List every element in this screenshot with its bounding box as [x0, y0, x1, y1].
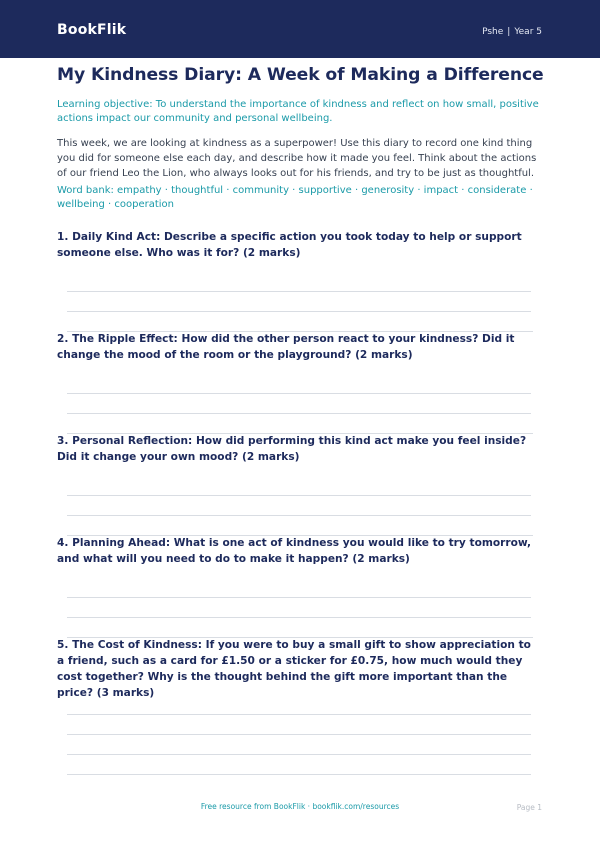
question-5: [57, 637, 535, 701]
question-4-text: 4. Planning Ahead: What is one act of kindness you would like to try tomorrow, and what will you need to do to make it happen? (2 marks): [57, 537, 532, 565]
page-number: Page 1: [516, 803, 542, 812]
question-1-text: 1. Daily Kind Act: Describe a specific action you took today to help or support someone else. Who was it for? (2 marks): [57, 231, 522, 259]
footer-text: Free resource from BookFlik · bookflik.com/resources: [200, 802, 400, 811]
header-meta: [482, 27, 542, 37]
year-label: Year 5: [514, 27, 542, 37]
answer-line[interactable]: [67, 754, 531, 755]
intro-paragraph: This week, we are looking at kindness as a superpower! Use this diary to record one kind thing you did for someone else each day, and describe how it made you feel. Think about the actions of our friend Leo the Lion, who always looks out for his friends, and try to be just as thoughtful.: [57, 138, 537, 179]
answer-line[interactable]: [67, 413, 531, 414]
question-3-text: 3. Personal Reflection: How did performing this kind act make you feel inside? Did it change your own mood? (2 marks): [57, 435, 527, 463]
answer-line[interactable]: [67, 597, 531, 598]
answer-line[interactable]: [67, 774, 531, 775]
meta-separator: |: [507, 27, 511, 37]
question-2-text: 2. The Ripple Effect: How did the other person react to your kindness? Did it change the mood of the room or the playground? (2 marks): [57, 333, 515, 361]
answer-line[interactable]: [67, 734, 531, 735]
question-4: [57, 535, 535, 567]
answer-line[interactable]: [67, 291, 531, 292]
answer-line[interactable]: [67, 495, 531, 496]
page-title: My Kindness Diary: A Week of Making a Difference: [57, 65, 544, 85]
answer-line[interactable]: [67, 617, 531, 618]
question-5-text: 5. The Cost of Kindness: If you were to buy a small gift to show appreciation to a friend, such as a card for £1.50 or a sticker for £0.75, how much would they cost together? Why is the thought behind the gift more important than the price? (3 marks): [57, 639, 531, 699]
header-bar: [0, 0, 600, 58]
brand-logo: BookFlik: [57, 22, 127, 38]
word-bank: Word bank: empathy · thoughtful · community · supportive · generosity · impact · considerate · wellbeing · cooperation: [57, 185, 533, 210]
answer-line[interactable]: [67, 311, 531, 312]
answer-line[interactable]: [67, 714, 531, 715]
question-2: [57, 331, 535, 363]
subject-label: Pshe: [482, 27, 504, 37]
learning-objective: Learning objective: To understand the importance of kindness and reflect on how small, positive actions impact our community and personal wellbeing.: [57, 99, 539, 124]
answer-line[interactable]: [67, 393, 531, 394]
answer-line[interactable]: [67, 515, 531, 516]
question-1: [57, 229, 535, 261]
question-3: [57, 433, 535, 465]
